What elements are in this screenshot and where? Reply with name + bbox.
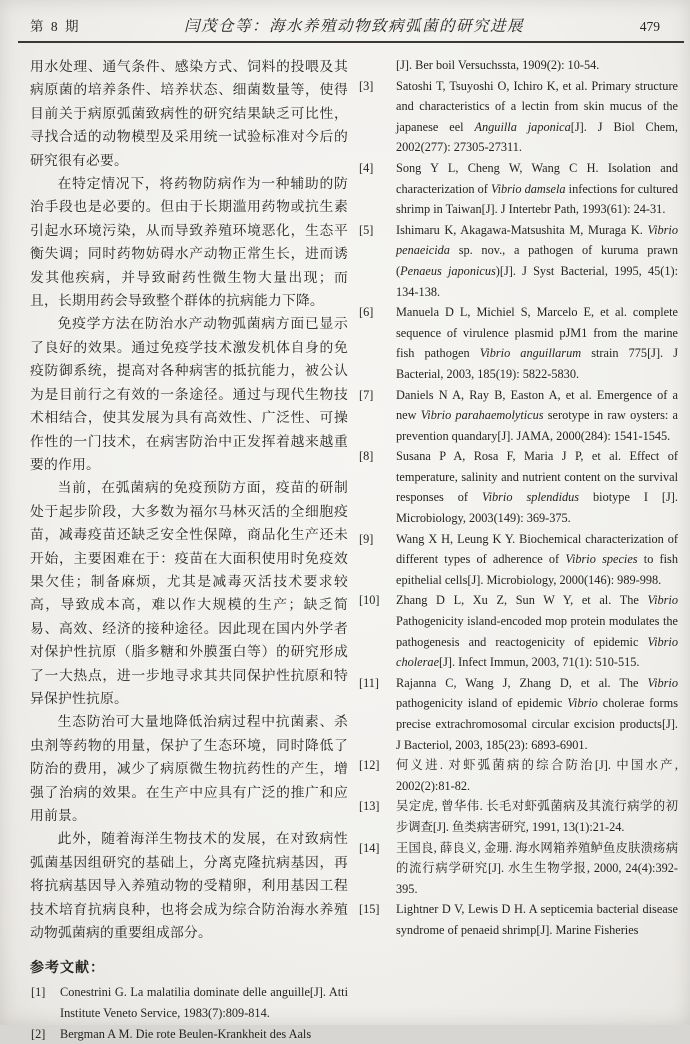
page-header [30, 14, 678, 36]
reference-label: [13] [359, 799, 380, 814]
left-column [30, 55, 348, 1044]
reference-label: [8] [359, 449, 374, 464]
reference-text: Susana P A, Rosa F, Maria J P, et al. Effect of temperature, salinity and nutrient content on the survival responses of Vibrio splendidus biotype I [J]. Microbiology, 2003(149): 369-375. [396, 449, 678, 526]
body-paragraph: 用水处理、通气条件、感染方式、饲料的投喂及其病原菌的培养条件、培养状态、细菌数量等，使得目前关于病原弧菌致病性的研究结果缺乏可比性，寻找合适的动物模型及采用统一试验标准对今后的研究很有必要。 [30, 59, 348, 168]
reference-text: Zhang D L, Xu Z, Sun W Y, et al. The Vibrio Pathogenicity island-encoded mop protein modulates the pathogenesis and reactogenicity of epidemic Vibrio cholerae[J]. Infect Immun, 2003, 71(1): 510-515. [396, 593, 678, 670]
reference-item [358, 673, 678, 755]
reference-item [358, 796, 678, 837]
reference-label: [7] [359, 387, 374, 402]
reference-label: [3] [359, 78, 374, 93]
body-paragraph: 此外，随着海洋生物技术的发展，在对致病性弧菌基因组研究的基础上，分离克隆抗病基因，再将抗病基因导入养殖动物的受精卵，利用基因工程技术培育抗病良种，也将会成为综合防治海水养殖动物弧菌病的重要组成部分。 [30, 831, 348, 941]
reference-item [358, 899, 678, 940]
two-column-body [30, 55, 678, 1044]
reference-label: [12] [359, 758, 380, 773]
reference-label: [4] [359, 160, 374, 175]
reference-label: [1] [31, 985, 46, 1000]
body-paragraph: 免疫学方法在防治水产动物弧菌病方面已显示了良好的效果。通过免疫学技术激发机体自身的免疫防御系统，提高对各种病害的抵抗能力，被公认为是目前行之有效的一条途径。通过与现代生物技术相结合，使其发展为具有高效性、广泛性、可操作性的一门技术，在病害防治中正发挥着越来越重要的作用。 [30, 316, 348, 472]
header-rule [18, 41, 684, 43]
references-heading: 参考文献： [30, 961, 105, 977]
reference-label: [11] [359, 675, 380, 690]
reference-label: [5] [359, 222, 374, 237]
reference-item [358, 76, 678, 158]
reference-label: [15] [359, 902, 380, 917]
reference-text: Manuela D L, Michiel S, Marcelo E, et al. complete sequence of virulence plasmid pJM1 from the marine fish pathogen Vibrio anguillarum strain 775[J]. J Bacterial, 2003, 185(19): 5822-5830. [396, 305, 678, 381]
reference-text: Daniels N A, Ray B, Easton A, et al. Emergence of a new Vibrio parahaemolyticus serotype in raw oysters: a prevention quandary[J]. JAMA, 2000(284): 1541-1545. [396, 387, 678, 443]
reference-item [358, 838, 678, 900]
reference-item [358, 529, 678, 591]
reference-text: 吴定虎, 曾华伟. 长毛对虾弧菌病及其流行病学的初步调查[J]. 鱼类病害研究, 1991, 13(1):21-24. [396, 799, 678, 834]
reference-item [358, 220, 678, 302]
reference-text: 何义进. 对虾弧菌病的综合防治[J]. 中国水产, 2002(2):81-82. [396, 758, 678, 793]
header-running-title: 闫茂仓等：海水养殖动物致病弧菌的研究进展 [183, 18, 524, 35]
reference-label: [6] [359, 305, 374, 320]
reference-item [358, 755, 678, 796]
reference-item [30, 1024, 348, 1044]
reference-text: Ishimaru K, Akagawa-Matsushita M, Muraga K. Vibrio penaeicida sp. nov., a pathogen of kuruma prawn (Penaeus japonicus)[J]. J Syst Bacterial, 1995, 45(1): 134-138. [396, 222, 678, 299]
reference-label: [2] [31, 1026, 46, 1041]
reference-text: Song Y L, Cheng W, Wang C H. Isolation and characterization of Vibrio damsela infections for cultured shrimp in Taiwan[J]. J Intertebr Path, 1993(61): 24-31. [396, 160, 679, 217]
body-paragraph: 生态防治可大量地降低治病过程中抗菌素、杀虫剂等药物的用量，保护了生态环境，同时降低了防治的费用，减少了病原微生物抗药性的产生，增强了治病的效果。在生产中应具有广泛的推广和应用前景。 [30, 714, 348, 823]
reference-text: Bergman A M. Die rote Beulen-Krankheit des Aals [60, 1026, 312, 1041]
reference-text: Wang X H, Leung K Y. Biochemical characterization of different types of adherence of Vibrio species to fish epithelial cells[J]. Microbiology, 2000(146): 989-998. [396, 531, 678, 587]
reference-item [358, 302, 678, 384]
reference-item [358, 590, 678, 672]
body-paragraph: 在特定情况下，将药物防病作为一种辅助的防治手段也是必要的。但由于长期滥用药物或抗生素引起水环境污染，从而导致养殖环境恶化，生态平衡失调；同时药物妨碍水产动物正常生长，进而诱发其他疾病，并导致耐药性微生物大量出现；而且，长期用药会导致整个群体的抗病能力下降。 [30, 176, 348, 309]
right-column [358, 55, 678, 1044]
reference-text: 王国良, 薛良义, 金珊. 海水网箱养殖鲈鱼皮肤溃疡病的流行病学研究[J]. 水生生物学报, 2000, 24(4):392-395. [396, 840, 678, 896]
reference-text: Conestrini G. La malatilia dominate delle anguille[J]. Atti Institute Veneto Service, 1983(7):809-814. [60, 985, 348, 1021]
reference-text: Lightner D V, Lewis D H. A septicemia bacterial disease syndrome of penaeid shrimp[J]. Marine Fisheries [396, 902, 678, 937]
reference-item [358, 446, 678, 528]
reference-label: [14] [359, 840, 380, 855]
reference-item [30, 982, 348, 1023]
reference-item [358, 55, 678, 76]
header-page-number: 479 [639, 19, 660, 34]
header-issue-label: 第 8 期 [30, 19, 81, 34]
reference-text: [J]. Ber boil Versuchssta, 1909(2): 10-54. [396, 58, 600, 72]
reference-item [358, 385, 678, 447]
reference-item [358, 158, 678, 220]
reference-text: Rajanna C, Wang J, Zhang D, et al. The Vibrio pathogenicity island of epidemic Vibrio cholerae forms precise extrachromosomal circular excision products[J]. J Bacteriol, 2003, 185(23): 6893-6901. [396, 675, 678, 752]
reference-label: [9] [359, 531, 374, 546]
body-paragraph: 当前，在弧菌病的免疫预防方面，疫苗的研制处于起步阶段，大多数为福尔马林灭活的全细胞疫苗，减毒疫苗还缺乏安全性保障，商品化生产还未开始，主要困难在于：疫苗在大面积使用时免疫效果欠佳；制备麻烦，尤其是减毒灭活技术要求较高，导致成本高，难以作大规模的生产；缺乏简易、高效、经济的接种途径。因此现在国内外学者对保护性抗原（脂多糖和外膜蛋白等）的研究形成了一大热点，进一步地寻求其共同保护性抗原和特异保护性抗原。 [30, 480, 348, 706]
reference-label: [10] [359, 593, 380, 608]
reference-text: Satoshi T, Tsuyoshi O, Ichiro K, et al. Primary structure and characteristics of a lectin from skin mucus of the japanese eel Anguilla japonica[J]. J Biol Chem, 2002(277): 27305-27311. [396, 78, 678, 155]
